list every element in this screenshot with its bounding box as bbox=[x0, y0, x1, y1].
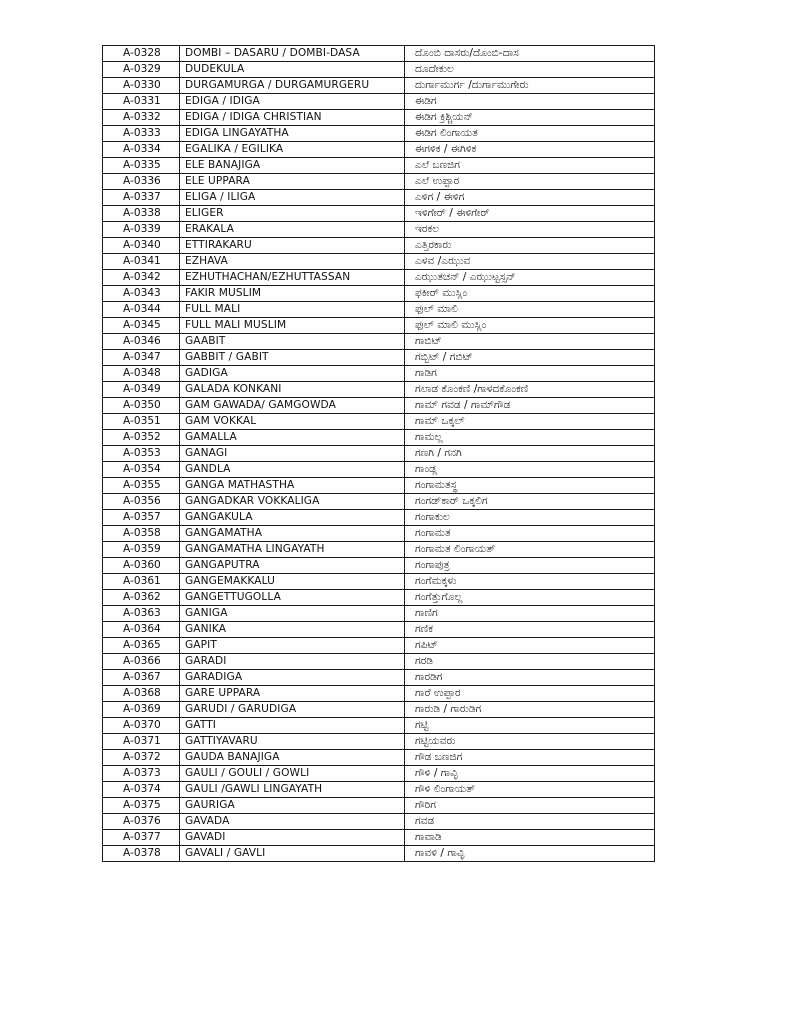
row-code: A-0348 bbox=[103, 366, 180, 382]
table-row bbox=[103, 686, 655, 702]
table-row bbox=[103, 750, 655, 766]
row-name-english: GARADIGA bbox=[180, 670, 405, 686]
row-code: A-0359 bbox=[103, 542, 180, 558]
table-row bbox=[103, 62, 655, 78]
table-row bbox=[103, 702, 655, 718]
row-code: A-0371 bbox=[103, 734, 180, 750]
row-name-kannada: ಗಣಗಿ / ಗನಗಿ bbox=[405, 446, 655, 462]
row-code: A-0377 bbox=[103, 830, 180, 846]
row-code: A-0375 bbox=[103, 798, 180, 814]
row-name-english: GANGA MATHASTHA bbox=[180, 478, 405, 494]
row-name-kannada: ಫುಲ್ ಮಾಲಿ ಮುಸ್ಲಿಂ bbox=[405, 318, 655, 334]
row-name-english: GANDLA bbox=[180, 462, 405, 478]
row-code: A-0354 bbox=[103, 462, 180, 478]
row-name-kannada: ಇರಕಲ bbox=[405, 222, 655, 238]
row-name-english: ETTIRAKARU bbox=[180, 238, 405, 254]
row-name-kannada: ಗೌಳಿ ಲಿಂಗಾಯತ್ bbox=[405, 782, 655, 798]
table-row bbox=[103, 606, 655, 622]
row-name-kannada: ಗಂಗೆಮಕ್ಕಳು bbox=[405, 574, 655, 590]
row-name-english: ELE UPPARA bbox=[180, 174, 405, 190]
row-name-english: GANGAKULA bbox=[180, 510, 405, 526]
row-code: A-0333 bbox=[103, 126, 180, 142]
row-name-english: FULL MALI bbox=[180, 302, 405, 318]
table-row bbox=[103, 94, 655, 110]
table-row bbox=[103, 526, 655, 542]
row-code: A-0367 bbox=[103, 670, 180, 686]
row-name-english: GAM VOKKAL bbox=[180, 414, 405, 430]
row-name-english: EGALIKA / EGILIKA bbox=[180, 142, 405, 158]
table-row bbox=[103, 814, 655, 830]
row-name-english: FAKIR MUSLIM bbox=[180, 286, 405, 302]
row-code: A-0376 bbox=[103, 814, 180, 830]
row-name-kannada: ಗೌರಿಗ bbox=[405, 798, 655, 814]
row-code: A-0338 bbox=[103, 206, 180, 222]
row-code: A-0357 bbox=[103, 510, 180, 526]
table-row bbox=[103, 286, 655, 302]
row-name-english: GAULI / GOULI / GOWLI bbox=[180, 766, 405, 782]
table-row bbox=[103, 638, 655, 654]
row-name-kannada: ಗಂಗಾಮತಸ್ಥ bbox=[405, 478, 655, 494]
table-row bbox=[103, 494, 655, 510]
row-name-english: EDIGA / IDIGA CHRISTIAN bbox=[180, 110, 405, 126]
row-name-kannada: ಎತ್ತಿರಕಾರು bbox=[405, 238, 655, 254]
table-row bbox=[103, 366, 655, 382]
table-row bbox=[103, 350, 655, 366]
row-code: A-0330 bbox=[103, 78, 180, 94]
row-name-kannada: ಗಟ್ಟಿ bbox=[405, 718, 655, 734]
row-name-kannada: ಗವಡ bbox=[405, 814, 655, 830]
table-row bbox=[103, 670, 655, 686]
row-name-kannada: ಗೌಡ ಬಣಜಿಗ bbox=[405, 750, 655, 766]
table-row bbox=[103, 334, 655, 350]
row-name-kannada: ಗಾವಳಿ / ಗಾವ್ಳಿ bbox=[405, 846, 655, 862]
row-name-english: GAULI /GAWLI LINGAYATH bbox=[180, 782, 405, 798]
row-name-kannada: ಗಂಗಡ್‌ಕಾರ್ ಒಕ್ಕಲಿಗ bbox=[405, 494, 655, 510]
row-name-kannada: ಎಝುತಚನ್ / ಎಝುಟ್ಟಸ್ಸನ್ bbox=[405, 270, 655, 286]
row-name-english: GANGEMAKKALU bbox=[180, 574, 405, 590]
table-row bbox=[103, 782, 655, 798]
row-code: A-0350 bbox=[103, 398, 180, 414]
row-code: A-0365 bbox=[103, 638, 180, 654]
row-name-english: GARE UPPARA bbox=[180, 686, 405, 702]
table-row bbox=[103, 302, 655, 318]
row-name-kannada: ಗರಡಿ bbox=[405, 654, 655, 670]
caste-list-body bbox=[103, 46, 655, 862]
table-row bbox=[103, 222, 655, 238]
row-code: A-0346 bbox=[103, 334, 180, 350]
row-code: A-0337 bbox=[103, 190, 180, 206]
row-name-kannada: ಗಾಣಿಗ bbox=[405, 606, 655, 622]
table-row bbox=[103, 142, 655, 158]
row-name-english: EDIGA / IDIGA bbox=[180, 94, 405, 110]
row-name-english: ELIGER bbox=[180, 206, 405, 222]
row-code: A-0369 bbox=[103, 702, 180, 718]
table-row bbox=[103, 430, 655, 446]
table-row bbox=[103, 830, 655, 846]
row-name-english: GANGAPUTRA bbox=[180, 558, 405, 574]
row-name-kannada: ಫಕೀರ್ ಮುಸ್ಲಿಂ bbox=[405, 286, 655, 302]
row-code: A-0329 bbox=[103, 62, 180, 78]
row-name-kannada: ಫುಲ್ ಮಾಲಿ bbox=[405, 302, 655, 318]
row-name-kannada: ದೂದೇಕುಲ bbox=[405, 62, 655, 78]
row-name-english: ELIGA / ILIGA bbox=[180, 190, 405, 206]
row-code: A-0328 bbox=[103, 46, 180, 62]
row-name-kannada: ಈಗಳಿಕ / ಈಗಿಳಿಕ bbox=[405, 142, 655, 158]
row-name-english: EDIGA LINGAYATHA bbox=[180, 126, 405, 142]
table-row bbox=[103, 158, 655, 174]
row-name-kannada: ಗಬ್ಬಿಟ್ / ಗಬಿಟ್ bbox=[405, 350, 655, 366]
table-row bbox=[103, 254, 655, 270]
table-row bbox=[103, 78, 655, 94]
row-name-english: EZHAVA bbox=[180, 254, 405, 270]
row-code: A-0347 bbox=[103, 350, 180, 366]
row-name-english: DOMBI – DASARU / DOMBI-DASA bbox=[180, 46, 405, 62]
row-name-kannada: ಗಂಗಾಮತ bbox=[405, 526, 655, 542]
row-name-english: DURGAMURGA / DURGAMURGERU bbox=[180, 78, 405, 94]
row-name-kannada: ಗಂಗಾಕುಲ bbox=[405, 510, 655, 526]
row-name-kannada: ಗಾಡಿಗ bbox=[405, 366, 655, 382]
table-row bbox=[103, 414, 655, 430]
row-name-english: GATTI bbox=[180, 718, 405, 734]
table-row bbox=[103, 478, 655, 494]
row-name-english: GATTIYAVARU bbox=[180, 734, 405, 750]
row-name-kannada: ಗಾರುಡಿ / ಗಾರುಡಿಗ bbox=[405, 702, 655, 718]
row-name-english: EZHUTHACHAN/EZHUTTASSAN bbox=[180, 270, 405, 286]
row-name-english: GANIGA bbox=[180, 606, 405, 622]
row-code: A-0344 bbox=[103, 302, 180, 318]
caste-list-table bbox=[102, 45, 655, 862]
table-row bbox=[103, 446, 655, 462]
row-name-english: GADIGA bbox=[180, 366, 405, 382]
table-row bbox=[103, 734, 655, 750]
row-code: A-0360 bbox=[103, 558, 180, 574]
row-name-english: GAVADI bbox=[180, 830, 405, 846]
row-name-english: GAABIT bbox=[180, 334, 405, 350]
row-name-kannada: ಗಂಗಾಮತ ಲಿಂಗಾಯತ್ bbox=[405, 542, 655, 558]
row-code: A-0356 bbox=[103, 494, 180, 510]
row-name-english: GARADI bbox=[180, 654, 405, 670]
table-row bbox=[103, 110, 655, 126]
row-name-kannada: ಗಂಗಾಪುತ್ರ bbox=[405, 558, 655, 574]
table-row bbox=[103, 462, 655, 478]
row-name-english: GALADA KONKANI bbox=[180, 382, 405, 398]
table-row bbox=[103, 590, 655, 606]
row-code: A-0362 bbox=[103, 590, 180, 606]
row-name-english: GAURIGA bbox=[180, 798, 405, 814]
table-row bbox=[103, 46, 655, 62]
row-name-kannada: ಎಲೆ ಬಣಜಿಗ bbox=[405, 158, 655, 174]
row-code: A-0372 bbox=[103, 750, 180, 766]
row-code: A-0336 bbox=[103, 174, 180, 190]
row-code: A-0334 bbox=[103, 142, 180, 158]
table-row bbox=[103, 558, 655, 574]
row-name-kannada: ಗಾಮ್ ಒಕ್ಕಲ್ bbox=[405, 414, 655, 430]
row-code: A-0351 bbox=[103, 414, 180, 430]
row-name-english: GAMALLA bbox=[180, 430, 405, 446]
table-row bbox=[103, 398, 655, 414]
row-name-kannada: ಎಳವ /ಎಝುವ bbox=[405, 254, 655, 270]
table-row bbox=[103, 622, 655, 638]
row-name-english: GAVALI / GAVLI bbox=[180, 846, 405, 862]
row-name-kannada: ಗಪಿಟ್ bbox=[405, 638, 655, 654]
row-code: A-0342 bbox=[103, 270, 180, 286]
row-name-kannada: ಗಾರೆ ಉಪ್ಪಾರ bbox=[405, 686, 655, 702]
row-name-english: FULL MALI MUSLIM bbox=[180, 318, 405, 334]
row-name-kannada: ಈಡಿಗ ಕ್ರಿಶ್ಚಿಯನ್ bbox=[405, 110, 655, 126]
table-row bbox=[103, 318, 655, 334]
table-row bbox=[103, 206, 655, 222]
row-code: A-0353 bbox=[103, 446, 180, 462]
row-code: A-0335 bbox=[103, 158, 180, 174]
row-name-english: GANIKA bbox=[180, 622, 405, 638]
row-name-english: GANGADKAR VOKKALIGA bbox=[180, 494, 405, 510]
row-name-kannada: ಗಾಮಲ್ಲ bbox=[405, 430, 655, 446]
row-code: A-0349 bbox=[103, 382, 180, 398]
row-code: A-0373 bbox=[103, 766, 180, 782]
row-name-english: GAUDA BANAJIGA bbox=[180, 750, 405, 766]
row-name-english: GAVADA bbox=[180, 814, 405, 830]
row-name-english: ERAKALA bbox=[180, 222, 405, 238]
row-name-kannada: ದೊಂಬಿ ದಾಸರು/ದೊಂಬಿ-ದಾಸ bbox=[405, 46, 655, 62]
table-row bbox=[103, 126, 655, 142]
row-name-english: DUDEKULA bbox=[180, 62, 405, 78]
table-row bbox=[103, 846, 655, 862]
row-name-english: GARUDI / GARUDIGA bbox=[180, 702, 405, 718]
table-row bbox=[103, 382, 655, 398]
row-code: A-0363 bbox=[103, 606, 180, 622]
row-code: A-0368 bbox=[103, 686, 180, 702]
row-name-kannada: ಇಳಿಗೇರ್ / ಈಳಿಗೇರ್ bbox=[405, 206, 655, 222]
row-code: A-0361 bbox=[103, 574, 180, 590]
row-name-kannada: ಗಂಗೆತ್ತುಗೊಲ್ಲ bbox=[405, 590, 655, 606]
table-row bbox=[103, 718, 655, 734]
row-name-kannada: ಗೌಳಿ / ಗಾವ್ಳಿ bbox=[405, 766, 655, 782]
row-name-english: GANAGI bbox=[180, 446, 405, 462]
table-row bbox=[103, 574, 655, 590]
row-name-kannada: ಎಲೆ ಉಪ್ಪಾರ bbox=[405, 174, 655, 190]
row-code: A-0364 bbox=[103, 622, 180, 638]
row-name-kannada: ಈಡಿಗ bbox=[405, 94, 655, 110]
row-name-kannada: ದುರ್ಗಾಮುರ್ಗ /ದುರ್ಗಾಮುಗೇರು bbox=[405, 78, 655, 94]
row-name-kannada: ಈಡಿಗ ಲಿಂಗಾಯತ bbox=[405, 126, 655, 142]
row-name-kannada: ಗಾಂಡ್ಲ bbox=[405, 462, 655, 478]
row-name-kannada: ಗಾಮ್ ಗವಡ / ಗಾಮ್‌ಗೌಡ bbox=[405, 398, 655, 414]
row-name-english: GANGAMATHA LINGAYATH bbox=[180, 542, 405, 558]
table-row bbox=[103, 654, 655, 670]
row-code: A-0352 bbox=[103, 430, 180, 446]
row-name-kannada: ಎಳಿಗ / ಈಳಿಗ bbox=[405, 190, 655, 206]
table-row bbox=[103, 270, 655, 286]
table-row bbox=[103, 190, 655, 206]
row-code: A-0341 bbox=[103, 254, 180, 270]
row-name-kannada: ಗಣಿಕ bbox=[405, 622, 655, 638]
row-name-kannada: ಗಲಾಡ ಕೊಂಕಣಿ /ಗಾಳದಕೊಂಕಣಿ bbox=[405, 382, 655, 398]
row-code: A-0340 bbox=[103, 238, 180, 254]
row-name-english: GABBIT / GABIT bbox=[180, 350, 405, 366]
row-name-kannada: ಗಾರಡಿಗ bbox=[405, 670, 655, 686]
row-code: A-0345 bbox=[103, 318, 180, 334]
row-code: A-0339 bbox=[103, 222, 180, 238]
table-row bbox=[103, 174, 655, 190]
row-code: A-0332 bbox=[103, 110, 180, 126]
table-row bbox=[103, 798, 655, 814]
row-code: A-0370 bbox=[103, 718, 180, 734]
row-name-english: GANGAMATHA bbox=[180, 526, 405, 542]
row-code: A-0374 bbox=[103, 782, 180, 798]
row-name-english: ELE BANAJIGA bbox=[180, 158, 405, 174]
table-row bbox=[103, 766, 655, 782]
row-code: A-0343 bbox=[103, 286, 180, 302]
table-row bbox=[103, 238, 655, 254]
row-name-english: GAM GAWADA/ GAMGOWDA bbox=[180, 398, 405, 414]
row-code: A-0331 bbox=[103, 94, 180, 110]
table-row bbox=[103, 510, 655, 526]
row-code: A-0358 bbox=[103, 526, 180, 542]
row-code: A-0355 bbox=[103, 478, 180, 494]
row-name-kannada: ಗಾಬಿಟ್ bbox=[405, 334, 655, 350]
row-name-kannada: ಗಟ್ಟಿಯವರು bbox=[405, 734, 655, 750]
row-name-english: GAPIT bbox=[180, 638, 405, 654]
row-name-english: GANGETTUGOLLA bbox=[180, 590, 405, 606]
row-code: A-0378 bbox=[103, 846, 180, 862]
row-code: A-0366 bbox=[103, 654, 180, 670]
row-name-kannada: ಗಾವಾಡಿ bbox=[405, 830, 655, 846]
table-row bbox=[103, 542, 655, 558]
